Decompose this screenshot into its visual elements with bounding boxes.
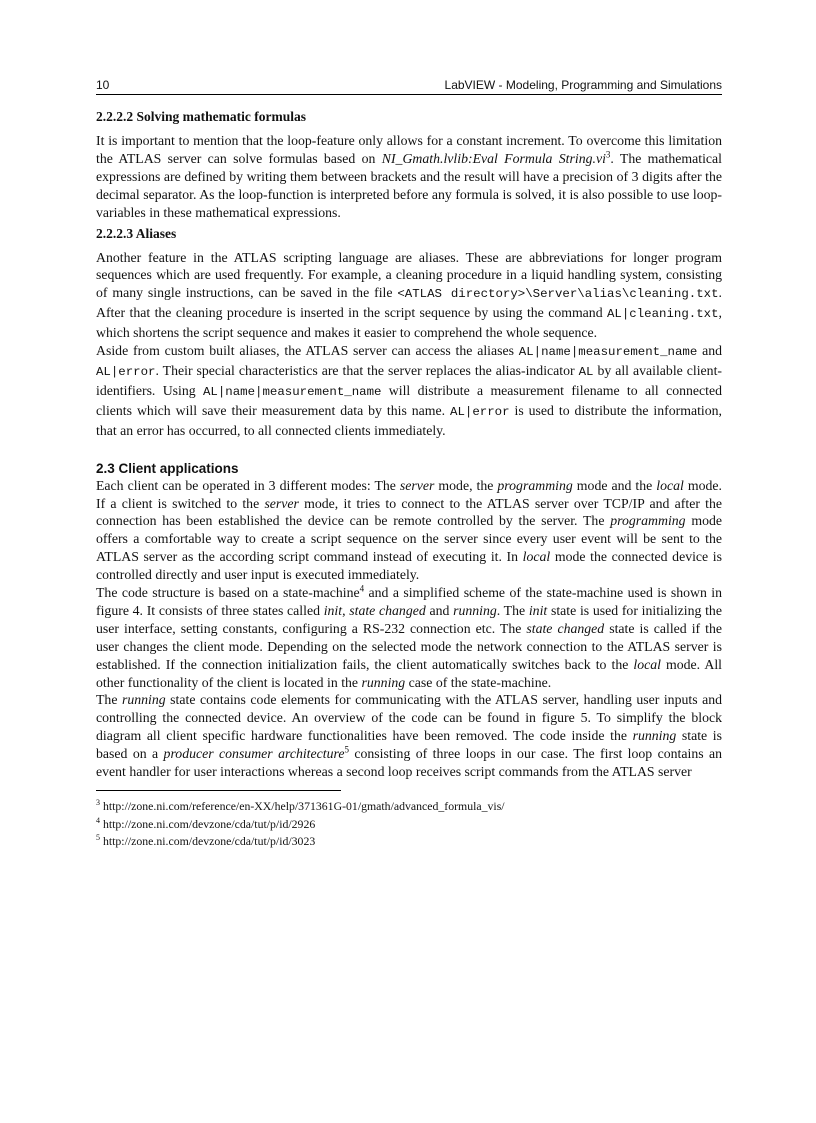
footnote-link[interactable]: http://zone.ni.com/devzone/cda/tut/p/id/2926 bbox=[102, 816, 316, 831]
paragraph-formulas: It is important to mention that the loop-feature only allows for a constant increment. To overcome this limitation the ATLAS server can solve formulas based on NI_Gmath.lvlib:Eval Formula $String.vi^3$. The mathematical expressions are defined by writing them between brackets and the result will have a precision of 3 digits after the decimal separator. As the loop-function is interpreted before any formula is solved, it is also possible to use loop-variables in these mathematical expressions. bbox=[96, 133, 722, 220]
footnote-3: $^3$ http://zone.ni.com/reference/en-XX/help/371361G-01/gmath/advanced_formula_vis/ bbox=[96, 798, 505, 813]
paragraph-state-machine: The code structure is based on a state-machine$^4$ and a simplified scheme of the state-machine used is shown in figure 4. It consists of three states called init, state changed and running. The init state is used for initializing the user interface, setting constants, configuring a RS-232 connection etc. The state changed state is called if the user changes the client mode. Depending on the selected mode the network connection to the ATLAS server is established. If the connection initialization fails, the client automatically switches back to the local mode. All other functionality of the client is located in the running case of the state-machine. bbox=[96, 583, 723, 690]
footnote-divider bbox=[96, 790, 341, 791]
paragraph-aliases-2: Aside from custom built aliases, the ATLAS server can access the aliases AL|name|measurement_name and AL|error. Their special characteristics are that the server replaces the alias-indicator AL by all available client-identifiers. Using AL|name|measurement_name will distribute a measurement filename to all connected clients which will save their measurement data by this name. AL|error is used to distribute the information, that an error has occurred, to all connected clients immediately. bbox=[96, 343, 723, 438]
page-header bbox=[96, 78, 722, 95]
subsection-heading-formulas: 2.2.2.2 Solving mathematic formulas bbox=[96, 109, 306, 124]
paragraph-running-state: The running state contains code elements for communicating with the ATLAS server, handling user inputs and controlling the connected device. An overview of the code can be found in figure 5. To simplify the block diagram all client specific hardware functionalities have been removed. The code inside the running state is based on a producer consumer architecture$^5$ consisting of three loops in our case. The first loop contains an event handler for user interactions whereas a second loop receives script commands from the ATLAS server bbox=[96, 692, 723, 780]
footnote-5: $^5$ http://zone.ni.com/devzone/cda/tut/p/id/3023 bbox=[96, 833, 316, 848]
footnote-link[interactable]: http://zone.ni.com/devzone/cda/tut/p/id/3023 bbox=[102, 834, 316, 848]
subsection-heading-aliases: 2.2.2.3 Aliases bbox=[96, 225, 177, 241]
footnotes bbox=[96, 798, 722, 851]
paragraph-aliases-1: Another feature in the ATLAS scripting language are aliases. These are abbreviations for longer program sequences which are used frequently. For example, a cleaning procedure in a liquid handling system, consisting of many single instructions, can be saved in the file <ATLAS directory>\Server\alias\cleaning.txt. After that the cleaning procedure is inserted in the script sequence by using the command AL|cleaning.txt, which shortens the script sequence and makes it easier to comprehend the whole sequence. bbox=[96, 249, 722, 341]
footnote-link[interactable]: http://zone.ni.com/reference/en-XX/help/371361G-01/gmath/advanced_formula_vis/ bbox=[102, 799, 505, 813]
footnote-4: $^4$ http://zone.ni.com/devzone/cda/tut/p/id/2926 bbox=[96, 815, 316, 831]
running-title: LabVIEW - Modeling, Programming and Simulations bbox=[444, 78, 722, 92]
page-number: 10 bbox=[96, 78, 110, 92]
section-heading-client-applications: 2.3 Client applications bbox=[96, 460, 239, 476]
paragraph-client-modes: Each client can be operated in 3 different modes: The server mode, the programming mode and the local mode. If a client is switched to the server mode, it tries to connect to the ATLAS server over TCP/IP and after the connection has been established the device can be remote controlled by the server. The programming mode offers a comfortable way to create a script sequence on the server since every user event will be sent to the ATLAS server as the according script command instead of executing it. In local mode the connected device is controlled directly and user input is executed immediately. bbox=[96, 477, 723, 583]
page bbox=[96, 78, 722, 851]
